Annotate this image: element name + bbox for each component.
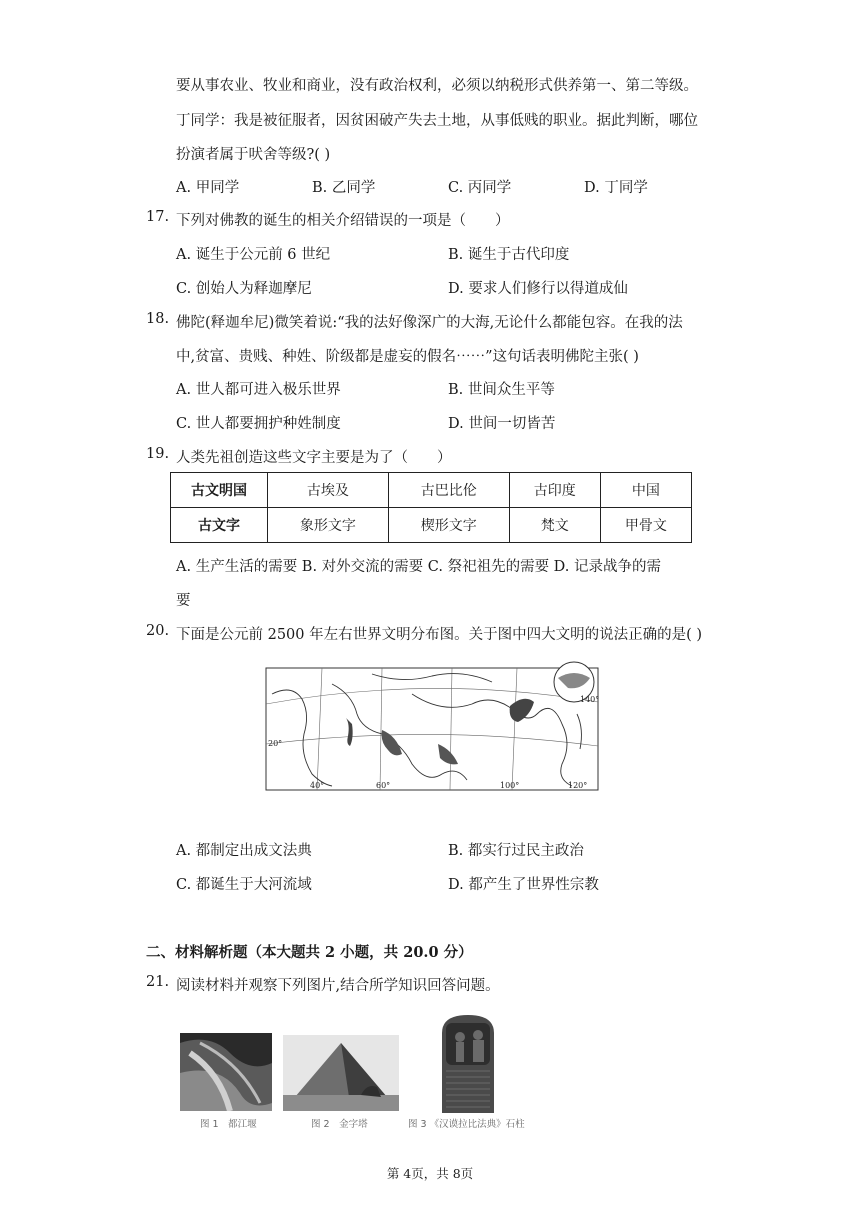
q16-option-b: B. 乙同学 — [312, 180, 376, 196]
q18-option-c: C. 世人都要拥护种姓制度 — [176, 416, 341, 432]
q17-number: 17. — [146, 209, 170, 225]
q19-number: 19. — [146, 446, 170, 462]
q20-stem: 下面是公元前 2500 年左右世界文明分布图。关于图中四大文明的说法正确的是( ) — [176, 627, 703, 643]
q19-stem: 人类先祖创造这些文字主要是为了（ ） — [176, 450, 452, 466]
section-heading: 二、材料解析题（本大题共 2 小题，共 20.0 分） — [146, 944, 473, 961]
map-label-20: 20° — [268, 739, 283, 748]
map-label-40: 40° — [310, 781, 325, 790]
map-label-100: 100° — [500, 781, 520, 790]
table-cell: 象形文字 — [268, 508, 389, 543]
q17-stem: 下列对佛教的诞生的相关介绍错误的一项是（ ） — [176, 213, 510, 229]
table-cell: 楔形文字 — [388, 508, 509, 543]
table-cell: 甲骨文 — [600, 508, 691, 543]
q19-options-wrap: 要 — [176, 593, 191, 609]
table-cell: 古文字 — [171, 508, 268, 543]
table-cell: 中国 — [600, 473, 691, 508]
q17-option-c: C. 创始人为释迦摩尼 — [176, 281, 312, 297]
q18-option-d: D. 世间一切皆苦 — [448, 416, 556, 432]
page-footer: 第 4页，共 8页 — [386, 1166, 474, 1181]
table-cell: 古巴比伦 — [388, 473, 509, 508]
q18-option-a: A. 世人都可进入极乐世界 — [176, 382, 341, 398]
q16-text-line2: 丁同学：我是被征服者，因贫困破产失去土地，从事低贱的职业。据此判断，哪位 — [176, 113, 698, 129]
hammurabi-stele-photo — [436, 1013, 500, 1113]
q16-text-line1: 要从事农业、牧业和商业，没有政治权利，必须以纳税形式供养第一、第二等级。 — [176, 78, 698, 94]
table-row — [171, 508, 692, 543]
table-row — [171, 473, 692, 508]
q20-option-c: C. 都诞生于大河流域 — [176, 877, 312, 893]
q16-text-line3: 扮演者属于吠舍等级?( ) — [176, 147, 331, 163]
q20-option-b: B. 都实行过民主政治 — [448, 843, 584, 859]
q20-number: 20. — [146, 623, 170, 639]
q21-stem: 阅读材料并观察下列图片,结合所学知识回答问题。 — [176, 978, 500, 994]
q18-number: 18. — [146, 311, 170, 327]
dujiangyan-photo — [180, 1033, 272, 1111]
map-label-140: 140° — [580, 695, 600, 704]
figure2-caption: 图 2 金字塔 — [311, 1119, 368, 1130]
q17-option-a: A. 诞生于公元前 6 世纪 — [176, 247, 331, 263]
table-cell: 梵文 — [509, 508, 600, 543]
q17-option-d: D. 要求人们修行以得道成仙 — [448, 281, 628, 297]
figure3-caption: 图 3 《汉谟拉比法典》石柱 — [408, 1119, 525, 1130]
q20-option-a: A. 都制定出成文法典 — [176, 843, 312, 859]
q16-option-d: D. 丁同学 — [584, 180, 648, 196]
q18-text-line2: 中,贫富、贵贱、种姓、阶级都是虚妄的假名⋯⋯”这句话表明佛陀主张( ) — [176, 349, 639, 365]
q20-option-d: D. 都产生了世界性宗教 — [448, 877, 599, 893]
map-label-60: 60° — [376, 781, 391, 790]
table-cell: 古印度 — [509, 473, 600, 508]
q17-option-b: B. 诞生于古代印度 — [448, 247, 570, 263]
map-label-120: 120° — [568, 781, 588, 790]
q16-option-c: C. 丙同学 — [448, 180, 512, 196]
q18-option-b: B. 世间众生平等 — [448, 382, 555, 398]
table-cell: 古文明国 — [171, 473, 268, 508]
figure1-caption: 图 1 都江堰 — [200, 1119, 257, 1130]
table-cell: 古埃及 — [268, 473, 389, 508]
q16-option-a: A. 甲同学 — [176, 180, 240, 196]
q18-text-line1: 佛陀(释迦牟尼)微笑着说:“我的法好像深广的大海,无论什么都能包容。在我的法 — [176, 315, 683, 331]
world-civilization-map — [262, 654, 602, 794]
pyramid-photo — [283, 1035, 399, 1111]
q19-options: A. 生产生活的需要 B. 对外交流的需要 C. 祭祀祖先的需要 D. 记录战争的需 — [176, 559, 662, 575]
civilization-script-table — [170, 472, 692, 543]
q21-number: 21. — [146, 974, 170, 990]
